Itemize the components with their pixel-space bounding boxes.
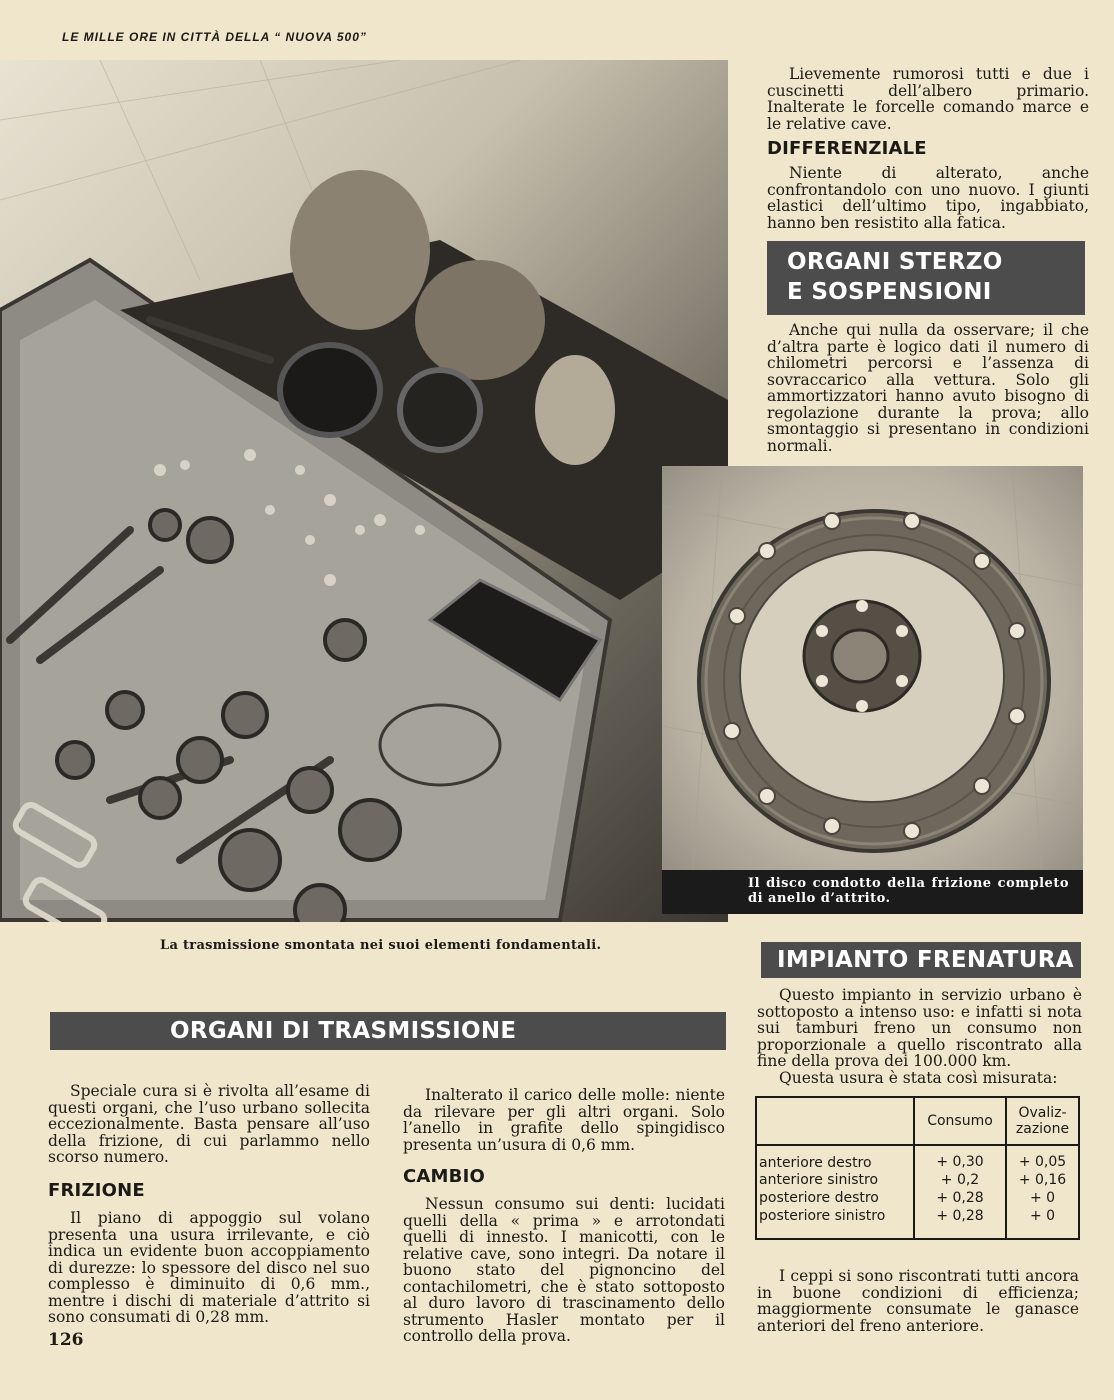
row-consumo: + 0,28 (914, 1207, 1006, 1239)
cambio-text: Nessun consumo sui denti: lucidati quelli della « prima » e arrotondati quelli di innesto. I manicotti, con le relative cave, sono integri. Da notare il buono stato del pignoncino del contachilometri, che è stato sottoposto al duro lavoro di trascinamento dello strumento Hasler montato per il controllo della prova. (403, 1195, 725, 1345)
clutch-disc-art (662, 466, 1083, 876)
frizione-text: Il piano di appoggio sul volano presenta una usura irrilevante, e ciò indica un evidente buon accoppiamento di durezze: lo spessore del disco nel suo complesso è diminuito di 0,6 mm., mentre i dischi di materiale d’attrito si sono consumati di 0,28 mm. (48, 1209, 370, 1326)
table-row (756, 1171, 1079, 1189)
trasmissione-intro-text: Speciale cura si è rivolta all’esame di questi organi, che l’uso urbano sollecita eccezionalmente. Basta pensare all’uso della frizione, di cui parlammo nello scorso numero. (48, 1082, 370, 1166)
frizione-paragraph (48, 1210, 370, 1326)
table-row (756, 1145, 1079, 1171)
row-label: anteriore sinistro (756, 1171, 914, 1189)
table-header-row (756, 1097, 1079, 1145)
sterzo-banner (767, 241, 1085, 315)
differenziale-paragraph (767, 165, 1089, 231)
row-consumo: + 0,28 (914, 1189, 1006, 1207)
row-label: posteriore sinistro (756, 1207, 914, 1239)
row-consumo: + 0,2 (914, 1171, 1006, 1189)
differenziale-heading: DIFFERENZIALE (767, 138, 927, 159)
disc-caption: Il disco condotto della frizione completo di anello d’attrito. (662, 870, 1083, 914)
row-label: posteriore destro (756, 1189, 914, 1207)
clutch-disc-photo (662, 466, 1083, 914)
row-ovalizzazione: + 0,16 (1006, 1171, 1079, 1189)
running-head: LE MILLE ORE IN CITTÀ DELLA “ NUOVA 500” (62, 30, 367, 44)
trasmissione-banner: ORGANI DI TRASMISSIONE (50, 1012, 726, 1050)
brake-wear-table (755, 1096, 1080, 1240)
intro-text: Lievemente rumorosi tutti e due i cuscinetti dell’albero primario. Inalterate le forcelle comando marce e le relative cave. (767, 65, 1089, 133)
frenatura-banner: IMPIANTO FRENATURA (761, 942, 1081, 978)
ceppi-paragraph (757, 1268, 1079, 1334)
frenatura-paragraph (757, 987, 1082, 1086)
differenziale-text: Niente di alterato, anche confrontandolo con uno nuovo. I giunti elastici dell’ultimo tipo, ingabbiato, hanno ben resistito alla fatica. (767, 164, 1089, 232)
row-ovalizzazione: + 0 (1006, 1207, 1079, 1239)
cambio-paragraph (403, 1196, 725, 1345)
table-header-empty (756, 1097, 914, 1145)
transmission-photo-art (0, 60, 728, 922)
row-consumo: + 0,30 (914, 1145, 1006, 1171)
transmission-photo (0, 60, 728, 922)
page-number: 126 (48, 1330, 84, 1350)
molle-paragraph (403, 1087, 725, 1153)
row-label: anteriore destro (756, 1145, 914, 1171)
frenatura-text2: Questa usura è stata così misurata: (779, 1068, 1058, 1087)
trasmissione-intro-paragraph (48, 1083, 370, 1166)
frenatura-text3: I ceppi si sono riscontrati tutti ancora in buone condizioni di efficienza; maggiormente consumate le ganasce anteriori del freno anteriore. (757, 1267, 1079, 1335)
row-ovalizzazione: + 0 (1006, 1189, 1079, 1207)
row-ovalizzazione: + 0,05 (1006, 1145, 1079, 1171)
intro-paragraph (767, 66, 1089, 132)
table-row (756, 1189, 1079, 1207)
main-caption: La trasmissione smontata nei suoi elementi fondamentali. (160, 938, 602, 953)
table-header-consumo: Consumo (914, 1097, 1006, 1145)
table-header-ovalizzazione: Ovaliz- zazione (1006, 1097, 1079, 1145)
cambio-heading: CAMBIO (403, 1166, 485, 1187)
frizione-heading: FRIZIONE (48, 1180, 145, 1201)
table-row (756, 1207, 1079, 1239)
frenatura-text1: Questo impianto in servizio urbano è sottoposto a intenso uso: e infatti si nota sui tamburi freno un consumo non proporzionale a quello riscontrato alla fine della prova dei 100.000 km. (757, 986, 1082, 1070)
sterzo-paragraph (767, 322, 1089, 454)
sterzo-banner-line1: ORGANI STERZO (787, 249, 1003, 275)
sterzo-banner-line2: E SOSPENSIONI (787, 279, 992, 305)
sterzo-text: Anche qui nulla da osservare; il che d’altra parte è logico dati il numero di chilometri percorsi e l’assenza di sovraccarico alla vettura. Solo gli ammortizzatori hanno avuto bisogno di regolazione durante la prova; allo smontaggio si presentano in condizioni normali. (767, 321, 1089, 455)
molle-text: Inalterato il carico delle molle: niente da rilevare per gli altri organi. Solo l’anello in grafite dello spingidisco presenta un’usura di 0,6 mm. (403, 1086, 725, 1154)
